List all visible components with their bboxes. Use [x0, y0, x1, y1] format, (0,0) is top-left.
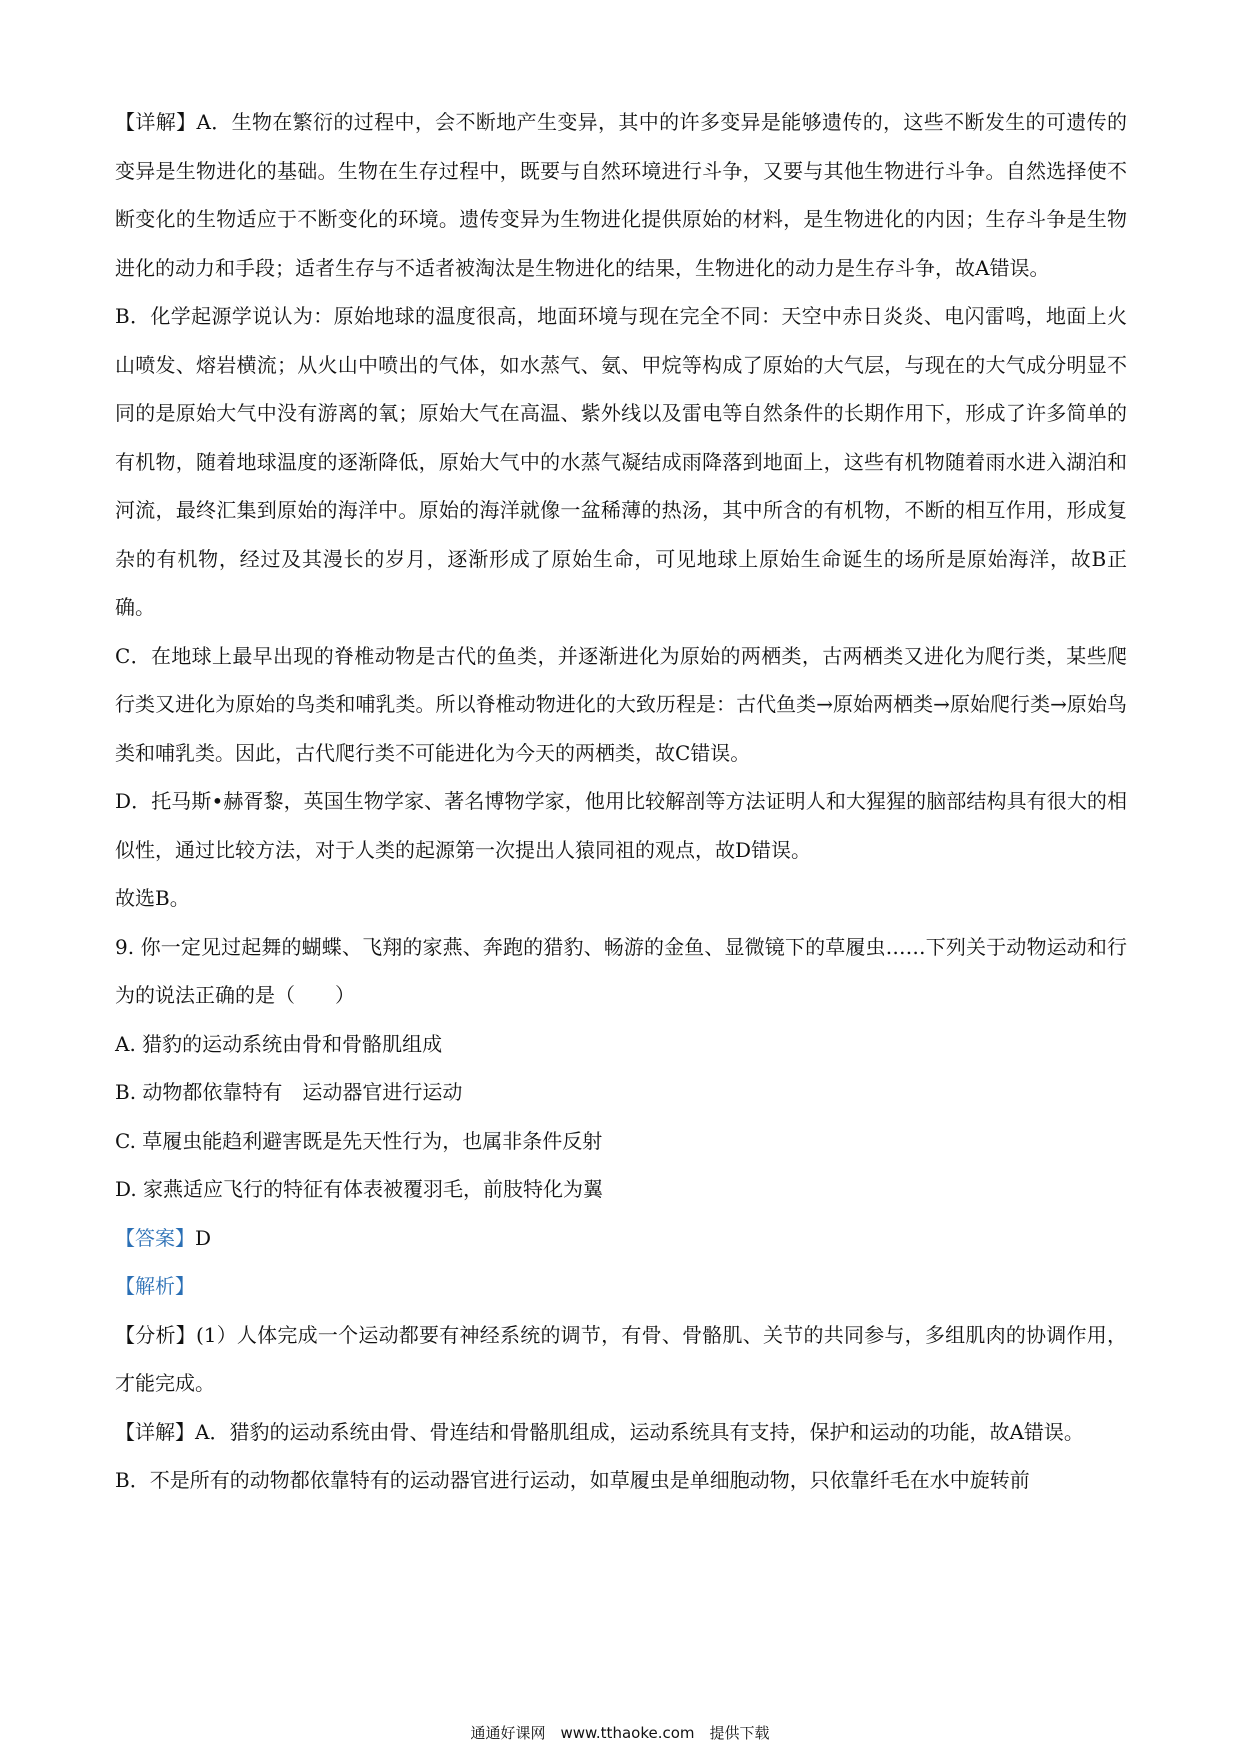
paragraph-1 [115, 98, 1127, 292]
paragraph-text: (1）人体完成一个运动都要有神经系统的调节，有骨、骨骼肌、关节的共同参与，多组肌肉的协调作用，才能完成。 [115, 1322, 1127, 1395]
paragraph-text: D．托马斯•赫胥黎，英国生物学家、著名博物学家，他用比较解剖等方法证明人和大猩猩的脑部结构具有很大的相似性，通过比较方法，对于人类的起源第一次提出人猿同祖的观点，故D错误。 [115, 789, 1127, 862]
page-footer: 通通好课网 www.tthaoke.com 提供下载 [470, 1724, 770, 1742]
paragraph-text: A．生物在繁衍的过程中，会不断地产生变异，其中的许多变异是能够遗传的，这些不断发生的可遗传的变异是生物进化的基础。生物在生存过程中，既要与自然环境进行斗争，又要与其他生物进行斗争。自然选择使不断变化的生物适应于不断变化的环境。遗传变异为生物进化提供原始的材料，是生物进化的内因；生存斗争是生物进化的动力和手段；适者生存与不适者被淘汰是生物进化的结果，生物进化的动力是生存斗争，故A错误。 [115, 110, 1127, 280]
analysis-tag: 【解析】 [115, 1274, 195, 1298]
answer-tag: 【答案】 [115, 1225, 195, 1250]
option-d [115, 1165, 1127, 1214]
paragraph-text: A．猎豹的运动系统由骨、骨连结和骨骼肌组成，运动系统具有支持，保护和运动的功能，故A错误。 [195, 1419, 1084, 1444]
paragraph-2 [115, 292, 1127, 632]
paragraph-text: 故选B。 [115, 886, 190, 910]
analysis-sub-tag: 【分析】 [115, 1322, 196, 1347]
option-text: A. 猎豹的运动系统由骨和骨骼肌组成 [115, 1031, 443, 1056]
analysis-line [115, 1262, 1127, 1311]
paragraph-analysis [115, 1311, 1127, 1408]
paragraph-last [115, 1456, 1127, 1505]
answer-value: D [195, 1225, 212, 1250]
paragraph-text: B．化学起源学说认为：原始地球的温度很高，地面环境与现在完全不同：天空中赤日炎炎、电闪雷鸣，地面上火山喷发、熔岩横流；从火山中喷出的气体，如水蒸气、氨、甲烷等构成了原始的大气层，与现在的大气成分明显不同的是原始大气中没有游离的氧；原始大气在高温、紫外线以及雷电等自然条件的长期作用下，形成了许多简单的有机物，随着地球温度的逐渐降低，原始大气中的水蒸气凝结成雨降落到地面上，这些有机物随着雨水进入湖泊和河流，最终汇集到原始的海洋中。原始的海洋就像一盆稀薄的热汤，其中所含的有机物，不断的相互作用，形成复杂的有机物，经过及其漫长的岁月，逐渐形成了原始生命，可见地球上原始生命诞生的场所是原始海洋，故B正确。 [115, 304, 1127, 619]
document-body [115, 98, 1127, 1505]
question-text: 9. 你一定见过起舞的蝴蝶、飞翔的家燕、奔跑的猎豹、畅游的金鱼、显微镜下的草履虫……下列关于动物运动和行为的说法正确的是（ ） [115, 934, 1127, 1007]
option-c [115, 1117, 1127, 1166]
detail-tag: 【详解】 [115, 110, 197, 134]
option-text: D. 家燕适应飞行的特征有体表被覆羽毛，前肢特化为翼 [115, 1177, 604, 1201]
paragraph-3 [115, 632, 1127, 778]
paragraph-text: B．不是所有的动物都依靠特有的运动器官进行运动，如草履虫是单细胞动物，只依靠纤毛在水中旋转前 [115, 1468, 1030, 1492]
option-a [115, 1020, 1127, 1069]
detail-tag: 【详解】 [115, 1419, 195, 1444]
option-text: C. 草履虫能趋利避害既是先天性行为，也属非条件反射 [115, 1128, 603, 1153]
paragraph-detail-2 [115, 1408, 1127, 1457]
option-b [115, 1068, 1127, 1117]
option-text: B. 动物都依靠特有 运动器官进行运动 [115, 1080, 463, 1104]
paragraph-4 [115, 777, 1127, 874]
paragraph-text: C．在地球上最早出现的脊椎动物是古代的鱼类，并逐渐进化为原始的两栖类，古两栖类又进化为爬行类，某些爬行类又进化为原始的鸟类和哺乳类。所以脊椎动物进化的大致历程是：古代鱼类→原始两栖类→原始爬行类→原始鸟类和哺乳类。因此，古代爬行类不可能进化为今天的两栖类，故C错误。 [115, 643, 1127, 765]
question-9 [115, 923, 1127, 1020]
paragraph-5 [115, 874, 1127, 923]
answer-line [115, 1214, 1127, 1263]
